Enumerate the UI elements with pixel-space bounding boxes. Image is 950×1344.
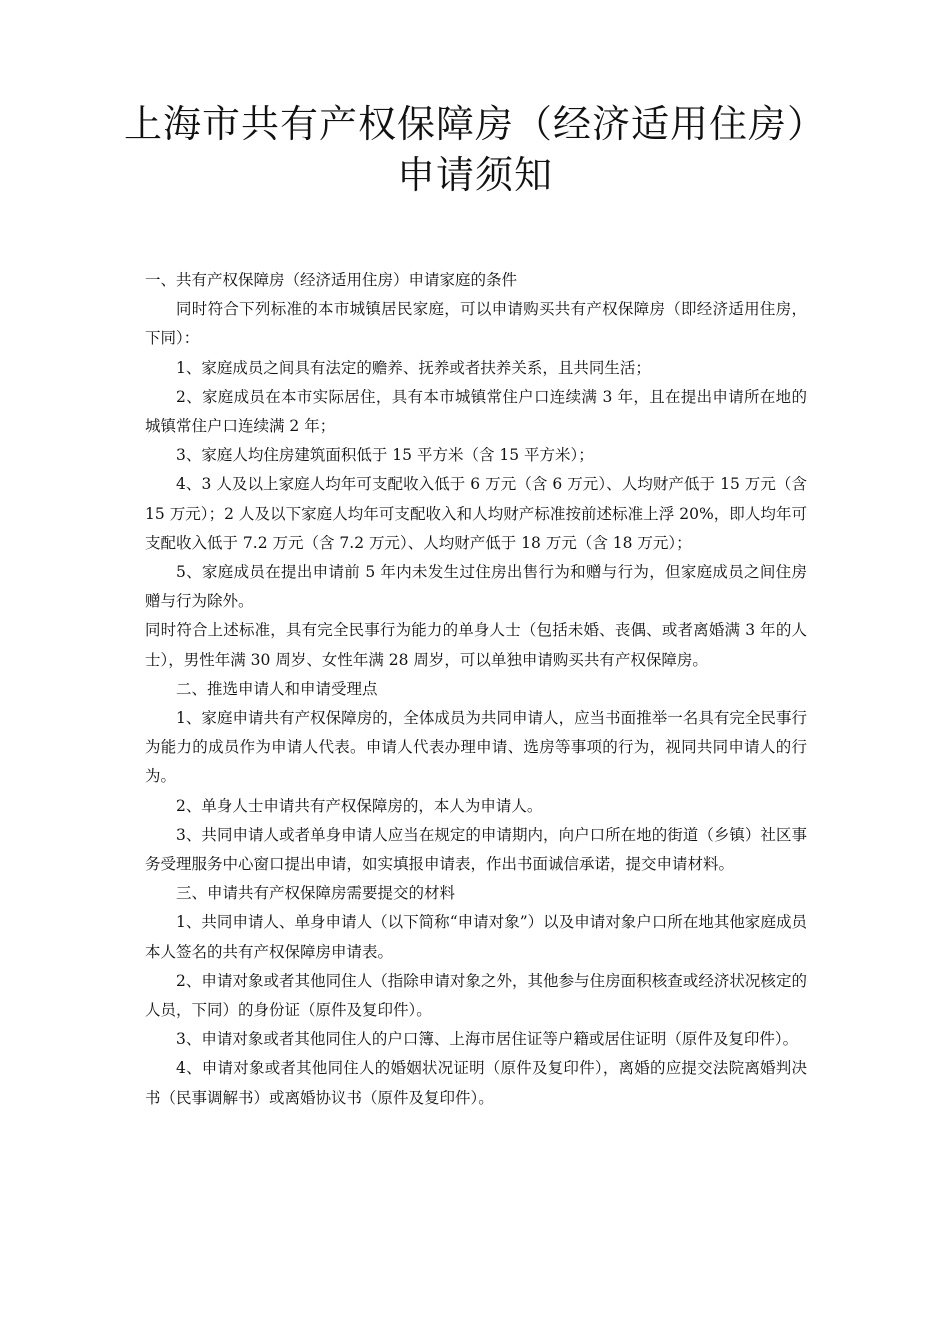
paragraph: 同时符合上述标准，具有完全民事行为能力的单身人士（包括未婚、丧偶、或者离婚满 3 年的人士），男性年满 30 周岁、女性年满 28 周岁，可以单独申请购买共有产权保障房。 [145,621,807,669]
paragraph: 2、单身人士申请共有产权保障房的，本人为申请人。 [176,796,543,815]
paragraph: 1、家庭申请共有产权保障房的，全体成员为共同申请人，应当书面推举一名具有完全民事行为能力的成员作为申请人代表。申请人代表办理申请、选房等事项的行为，视同共同申请人的行为。 [145,709,807,786]
section-heading-1: 一、共有产权保障房（经济适用住房）申请家庭的条件 [145,271,518,289]
document-body [145,266,807,1113]
paragraph: 3、共同申请人或者单身申请人应当在规定的申请期内，向户口所在地的街道（乡镇）社区事务受理服务中心窗口提出申请，如实填报申请表，作出书面诚信承诺，提交申请材料。 [145,825,807,874]
paragraph: 3、申请对象或者其他同住人的户口簿、上海市居住证等户籍或居住证明（原件及复印件）。 [176,1030,799,1049]
document-title-line-2: 申请须知 [396,153,553,197]
paragraph: 3、家庭人均住房建筑面积低于 15 平方米（含 15 平方米）； [176,446,594,465]
paragraph: 1、共同申请人、单身申请人（以下简称“申请对象”）以及申请对象户口所在地其他家庭成员本人签名的共有产权保障房申请表。 [145,913,807,961]
paragraph: 2、家庭成员在本市实际居住，具有本市城镇常住户口连续满 3 年，且在提出申请所在地的城镇常住户口连续满 2 年； [145,387,807,436]
paragraph: 5、家庭成员在提出申请前 5 年内未发生过住房出售行为和赠与行为，但家庭成员之间住房赠与行为除外。 [145,563,807,611]
paragraph: 1、家庭成员之间具有法定的赡养、抚养或者扶养关系，且共同生活； [176,358,651,377]
paragraph: 2、申请对象或者其他同住人（指除申请对象之外，其他参与住房面积核查或经济状况核定的人员，下同）的身份证（原件及复印件）。 [145,971,807,1020]
paragraph: 4、3 人及以上家庭人均年可支配收入低于 6 万元（含 6 万元）、人均财产低于 15 万元（含 15 万元）；2 人及以下家庭人均年可支配收入和人均财产标准按前述标准上浮 20%，即人均年可支配收入低于 7.2 万元（含 7.2 万元）、人均财产低于 18 万元（含 18 万元）； [145,475,807,552]
document-title-line-1: 上海市共有产权保障房（经济适用住房） [123,102,826,146]
section-heading-2: 二、推选申请人和申请受理点 [176,679,378,698]
section-heading-3: 三、申请共有产权保障房需要提交的材料 [176,884,456,903]
paragraph: 4、申请对象或者其他同住人的婚姻状况证明（原件及复印件），离婚的应提交法院离婚判决书（民事调解书）或离婚协议书（原件及复印件）。 [145,1059,807,1107]
paragraph: 同时符合下列标准的本市城镇居民家庭，可以申请购买共有产权保障房（即经济适用住房，下同）： [145,300,807,348]
